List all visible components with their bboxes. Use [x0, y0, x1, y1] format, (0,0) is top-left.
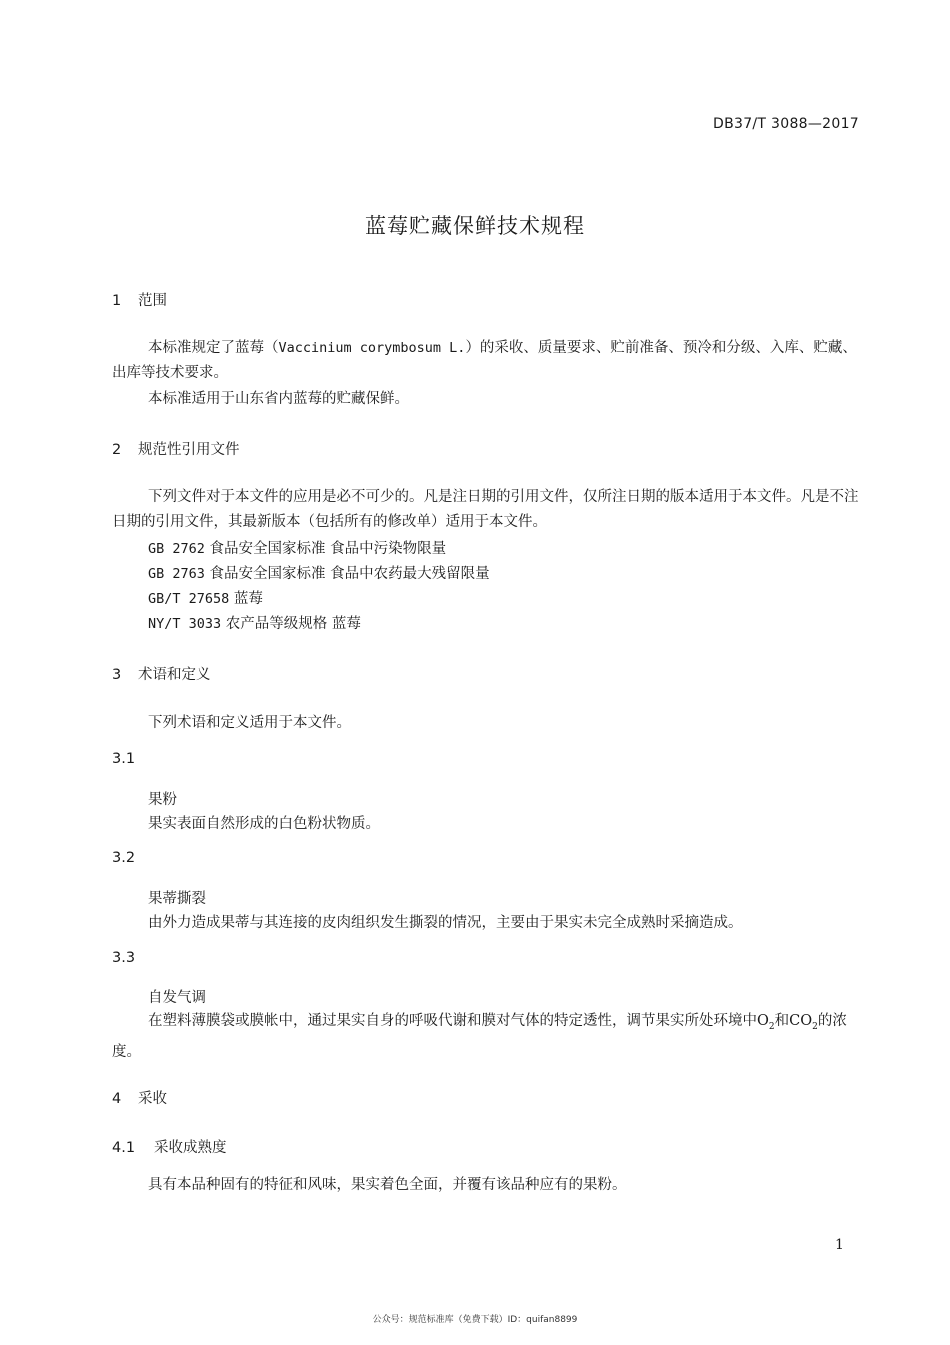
term-3-1-name: 果粉	[148, 792, 177, 808]
section-3-heading	[112, 663, 211, 684]
section-1-paragraph-1: 本标准规定了蓝莓（Vaccinium corymbosum L.）的采收、质量要求、贮前准备、预冷和分级、入库、贮藏、出库等技术要求。	[112, 340, 857, 381]
section-title: 范围	[138, 293, 167, 309]
section-number: 3	[112, 667, 122, 683]
section-title: 规范性引用文件	[138, 442, 240, 458]
term-3-3-number: 3.3	[112, 950, 136, 966]
latin-name: Vaccinium corymbosum L.	[278, 340, 466, 356]
page-number: 1	[835, 1237, 844, 1253]
section-title: 术语和定义	[138, 667, 211, 683]
section-number: 2	[112, 442, 122, 458]
subsection-4-1-heading	[112, 1136, 227, 1157]
section-2-heading	[112, 438, 240, 459]
term-3-2-number: 3.2	[112, 850, 136, 866]
subsection-number: 4.1	[112, 1140, 136, 1156]
term-3-1-number: 3.1	[112, 751, 136, 767]
term-3-2-definition: 由外力造成果蒂与其连接的皮肉组织发生撕裂的情况，主要由于果实未完全成熟时采摘造成。	[148, 915, 743, 931]
section-3-paragraph-1: 下列术语和定义适用于本文件。	[148, 715, 351, 731]
subsection-4-1-paragraph: 具有本品种固有的特征和风味，果实着色全面，并覆有该品种应有的果粉。	[148, 1177, 627, 1193]
footer-watermark: 公众号：规范标准库（免费下载）ID：quifan8899	[372, 1315, 578, 1325]
section-title: 采收	[138, 1091, 167, 1107]
term-3-3-definition: 在塑料薄膜袋或膜帐中，通过果实自身的呼吸代谢和膜对气体的特定透性，调节果实所处环境中$O_2$和$CO_2$的浓度。	[112, 1013, 847, 1060]
document-title: 蓝莓贮藏保鲜技术规程	[365, 214, 585, 238]
reference-item: GB/T 27658 蓝莓	[148, 591, 263, 607]
section-1-paragraph-2: 本标准适用于山东省内蓝莓的贮藏保鲜。	[148, 391, 409, 407]
section-number: 4	[112, 1091, 122, 1107]
term-3-1-definition: 果实表面自然形成的白色粉状物质。	[148, 816, 380, 832]
reference-item: GB 2762 食品安全国家标准 食品中污染物限量	[148, 541, 447, 557]
term-3-2-name: 果蒂撕裂	[148, 891, 206, 907]
term-3-3-name: 自发气调	[148, 990, 206, 1006]
reference-item: GB 2763 食品安全国家标准 食品中农药最大残留限量	[148, 566, 490, 582]
subsection-title: 采收成熟度	[154, 1140, 227, 1156]
section-4-heading	[112, 1087, 167, 1108]
standard-code: DB37/T 3088—2017	[713, 116, 859, 132]
section-number: 1	[112, 293, 122, 309]
reference-item: NY/T 3033 农产品等级规格 蓝莓	[148, 616, 361, 632]
section-1-heading	[112, 289, 167, 310]
section-2-paragraph-1: 下列文件对于本文件的应用是必不可少的。凡是注日期的引用文件，仅所注日期的版本适用于本文件。凡是不注日期的引用文件，其最新版本（包括所有的修改单）适用于本文件。	[112, 489, 859, 530]
